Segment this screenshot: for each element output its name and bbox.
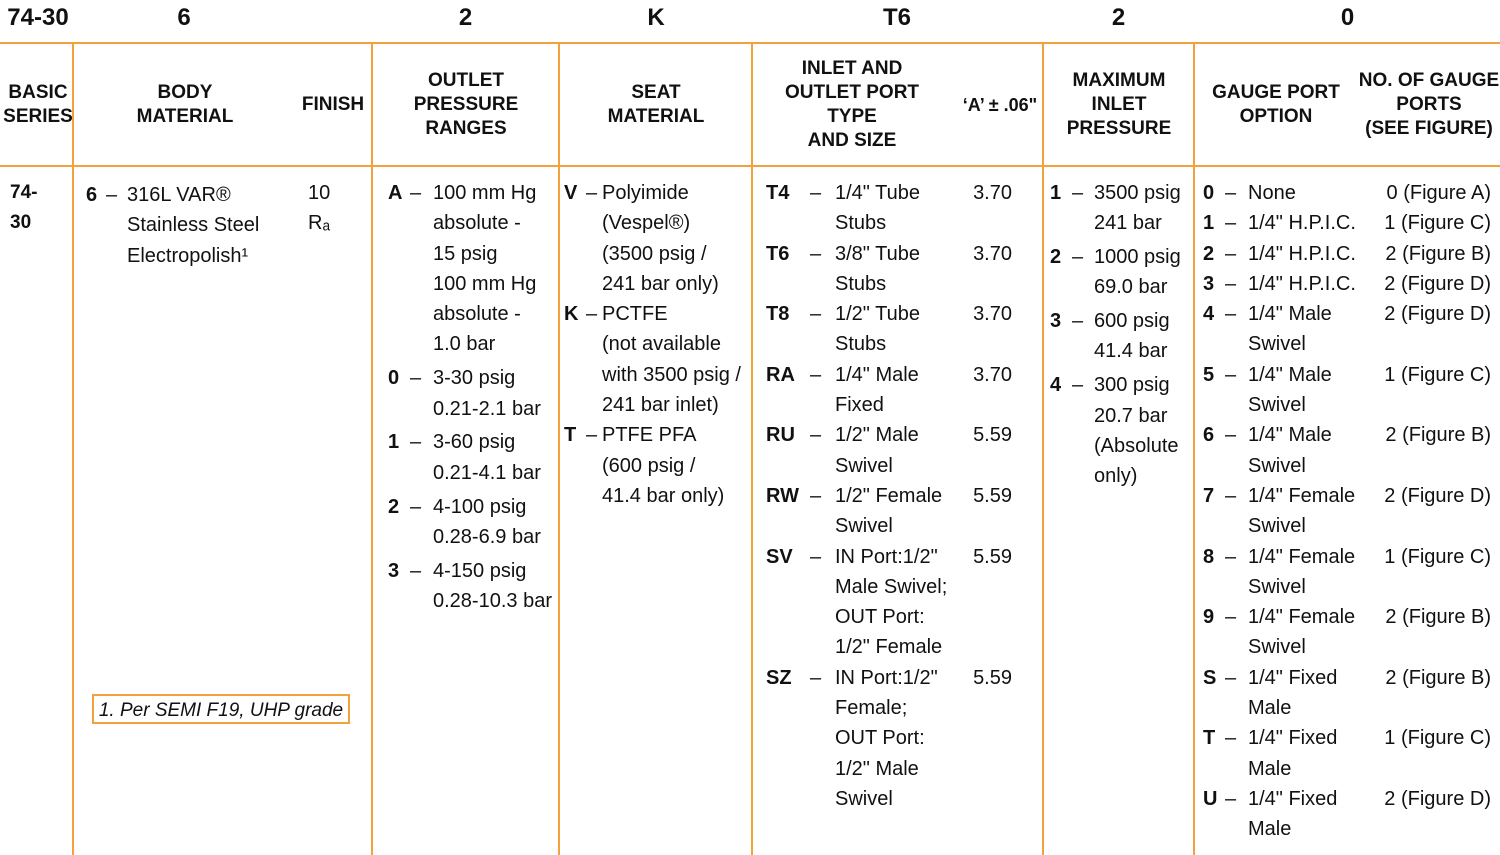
option-text: 316L VAR® Stainless Steel Electropolish¹ [127, 184, 260, 267]
option-dash: – [1225, 212, 1237, 235]
option-dash: – [1072, 246, 1084, 269]
option-text: 1/4" Fixed Male [1248, 666, 1338, 720]
option-dash: – [410, 182, 422, 204]
a-dimension-value: 5.59 [973, 424, 1012, 447]
header-gauge-count: NO. OF GAUGE PORTS (SEE FIGURE) [1358, 70, 1500, 139]
header-a-dimension: ‘A’ ± .06" [962, 95, 1038, 115]
finish-value: 10 Rₐ [308, 182, 331, 235]
option-text: 3/8" Tube Stubs [835, 242, 920, 295]
option-dash: – [586, 424, 598, 447]
option-dash: – [810, 666, 822, 689]
part-code-inlet: 2 [1111, 4, 1126, 31]
a-dimension-value: 5.59 [973, 545, 1012, 568]
option-dash: – [810, 485, 822, 507]
option-text: 1/2" Tube Stubs [835, 303, 920, 356]
gauge-count-value: 2 (Figure D) [1384, 303, 1491, 326]
option-dash: – [106, 184, 118, 206]
option-dash: – [1072, 182, 1084, 204]
option-dash: – [410, 559, 422, 582]
option-code: T [564, 424, 577, 447]
a-dimension-value: 3.70 [973, 303, 1012, 326]
option-code: SV [766, 545, 793, 568]
option-code: 7 [1203, 485, 1215, 507]
option-code: 3 [388, 559, 400, 582]
option-code: 5 [1203, 363, 1215, 386]
option-dash: – [410, 431, 422, 454]
gauge-count-value: 2 (Figure D) [1384, 485, 1491, 507]
option-text: 1/4" Fixed Male [1248, 727, 1338, 780]
option-text: None [1248, 182, 1296, 204]
part-code-series: 74-30 [7, 4, 69, 31]
header-gauge-port: GAUGE PORT OPTION [1212, 82, 1340, 127]
option-text: 1/4" Male Swivel [1248, 363, 1332, 417]
footnote: 1. Per SEMI F19, UHP grade [92, 694, 350, 724]
option-code: 1 [388, 431, 400, 454]
option-dash: – [1225, 303, 1237, 326]
gauge-count-value: 1 (Figure C) [1384, 727, 1491, 750]
option-text: 1/4" Male Swivel [1248, 424, 1332, 477]
gauge-count-value: 2 (Figure B) [1385, 606, 1491, 629]
option-text: 100 mm Hg absolute - 15 psig 100 mm Hg absolute - 1.0 bar [433, 182, 537, 356]
gauge-count-value: 2 (Figure B) [1385, 242, 1491, 265]
col-divider [558, 42, 560, 855]
option-text: 300 psig 20.7 bar (Absolute only) [1094, 374, 1179, 488]
part-code-outlet: 2 [458, 4, 473, 31]
header-outlet-pressure: OUTLET PRESSURE RANGES [413, 70, 519, 139]
option-text: 1/4" H.P.I.C. [1248, 272, 1356, 295]
option-code: T4 [766, 182, 790, 204]
option-code: 4 [1050, 374, 1062, 397]
option-dash: – [810, 303, 822, 326]
option-code: A [388, 182, 403, 204]
option-text: 3500 psig 241 bar [1094, 182, 1181, 235]
header-port-type: INLET AND OUTLET PORT TYPE AND SIZE [784, 58, 920, 151]
gauge-count-value: 1 (Figure C) [1384, 363, 1491, 386]
option-text: 1/4" Male Fixed [835, 363, 919, 417]
option-dash: – [410, 367, 422, 390]
option-text: 1000 psig 69.0 bar [1094, 246, 1181, 299]
option-text: 4-100 psig 0.28-6.9 bar [433, 495, 541, 548]
option-text: 600 psig 41.4 bar [1094, 310, 1170, 363]
option-dash: – [1225, 485, 1237, 507]
option-code: 4 [1203, 303, 1215, 326]
option-text: IN Port:1/2" Female; OUT Port: 1/2" Male Swivel [835, 666, 938, 810]
option-code: 1 [1203, 212, 1215, 235]
option-code: RA [766, 363, 795, 386]
a-dimension-value: 5.59 [973, 666, 1012, 689]
option-text: 1/2" Male Swivel [835, 424, 919, 477]
option-text: 4-150 psig 0.28-10.3 bar [433, 559, 552, 612]
option-text: 1/4" Female Swivel [1248, 485, 1356, 538]
option-text: 3-60 psig 0.21-4.1 bar [433, 431, 541, 484]
option-text: PTFE PFA (600 psig / 41.4 bar only) [602, 424, 725, 507]
option-dash: – [1225, 666, 1237, 689]
option-code: 2 [1203, 242, 1215, 265]
option-dash: – [1225, 727, 1237, 750]
gauge-count-value: 0 (Figure A) [1386, 182, 1491, 204]
option-code: RU [766, 424, 795, 447]
option-dash: – [1225, 424, 1237, 447]
a-dimension-value: 3.70 [973, 363, 1012, 386]
option-code: 2 [388, 495, 400, 518]
option-code: U [1203, 788, 1218, 810]
option-dash: – [810, 242, 822, 265]
option-code: 6 [1203, 424, 1215, 447]
option-text: 1/2" Female Swivel [835, 485, 943, 538]
option-dash: – [586, 303, 598, 326]
option-code: 3 [1203, 272, 1215, 295]
option-code: S [1203, 666, 1217, 689]
a-dimension-value: 3.70 [973, 182, 1012, 204]
header-finish: FINISH [301, 94, 365, 115]
gauge-count-value: 1 (Figure C) [1384, 545, 1491, 568]
gauge-count-value: 2 (Figure B) [1385, 666, 1491, 689]
option-text: 1/4" H.P.I.C. [1248, 242, 1356, 265]
option-code: 9 [1203, 606, 1215, 629]
option-dash: – [810, 424, 822, 447]
part-code-seat: K [647, 4, 665, 31]
option-dash: – [1225, 182, 1237, 204]
option-text: IN Port:1/2" Male Swivel; OUT Port: 1/2" Female [835, 545, 948, 659]
option-code: T6 [766, 242, 790, 265]
header-seat-material: SEAT MATERIAL [607, 82, 705, 127]
option-dash: – [1225, 242, 1237, 265]
option-code: SZ [766, 666, 792, 689]
option-dash: – [810, 182, 822, 204]
option-code: T8 [766, 303, 790, 326]
option-dash: – [1225, 545, 1237, 568]
header-basic-series: BASIC SERIES [3, 82, 73, 127]
option-code: 1 [1050, 182, 1062, 204]
option-text: 1/4" Female Swivel [1248, 606, 1356, 659]
option-text: 1/4" Female Swivel [1248, 545, 1356, 598]
header-body-material: BODY MATERIAL [136, 82, 234, 127]
option-text: 3-30 psig 0.21-2.1 bar [433, 367, 541, 420]
option-dash: – [1072, 310, 1084, 333]
a-dimension-value: 3.70 [973, 242, 1012, 265]
option-code: 3 [1050, 310, 1062, 333]
option-text: 1/4" Fixed Male [1248, 788, 1338, 841]
option-dash: – [1225, 272, 1237, 295]
option-text: PCTFE (not available with 3500 psig / 241 bar inlet) [602, 303, 741, 417]
option-code: 2 [1050, 246, 1062, 269]
option-dash: – [1225, 363, 1237, 386]
part-code-gauge: 0 [1340, 4, 1355, 31]
header-max-inlet: MAXIMUM INLET PRESSURE [1066, 70, 1172, 139]
basic-series-value: 74-30 [10, 182, 38, 234]
option-code: 8 [1203, 545, 1215, 568]
option-text: Polyimide (Vespel®) (3500 psig / 241 bar only) [602, 182, 719, 295]
option-code: 0 [388, 367, 400, 390]
gauge-count-value: 2 (Figure B) [1385, 424, 1491, 447]
option-text: 1/4" Male Swivel [1248, 303, 1332, 356]
option-dash: – [810, 545, 822, 568]
col-divider [371, 42, 373, 855]
option-dash: – [410, 495, 422, 518]
option-dash: – [1225, 788, 1237, 810]
option-code: RW [766, 485, 799, 507]
option-code: 0 [1203, 182, 1215, 204]
a-dimension-value: 5.59 [973, 485, 1012, 507]
gauge-count-value: 2 (Figure D) [1384, 788, 1491, 810]
option-code: V [564, 182, 578, 204]
option-dash: – [1225, 606, 1237, 629]
option-text: 1/4" H.P.I.C. [1248, 212, 1356, 235]
option-dash: – [1072, 374, 1084, 397]
option-code: 6 [86, 184, 98, 206]
part-code-port: T6 [882, 4, 911, 31]
option-code: T [1203, 727, 1216, 750]
option-dash: – [810, 363, 822, 386]
part-code-body: 6 [177, 4, 191, 31]
gauge-count-value: 1 (Figure C) [1384, 212, 1491, 235]
gauge-count-value: 2 (Figure D) [1384, 272, 1491, 295]
option-dash: – [586, 182, 598, 204]
option-text: 1/4" Tube Stubs [835, 182, 920, 235]
option-code: K [564, 303, 579, 326]
